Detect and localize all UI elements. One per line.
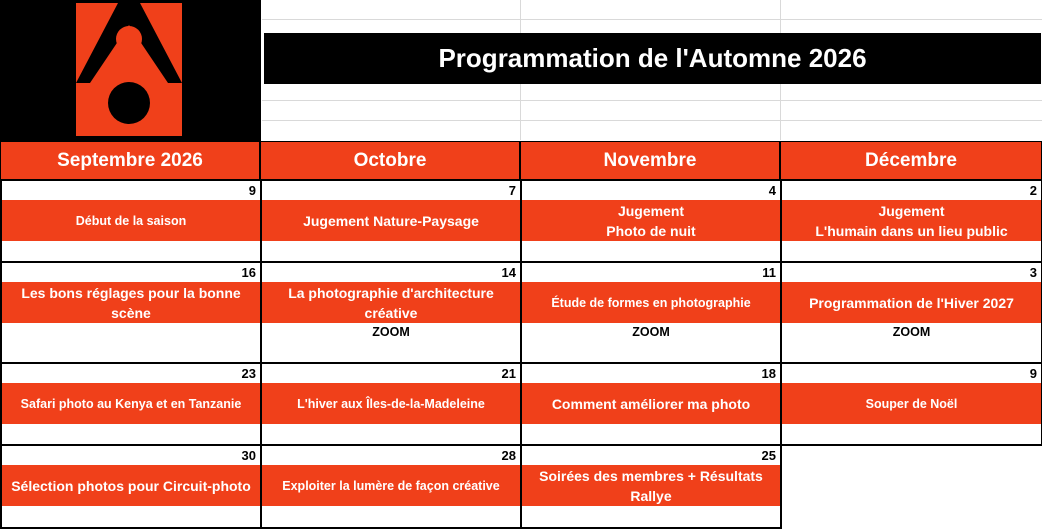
calendar-cell[interactable] [260,446,520,529]
calendar-cell[interactable] [520,181,780,263]
calendar-cell[interactable] [780,263,1042,364]
event-day-number: 25 [761,448,776,463]
event-title: Safari photo au Kenya et en Tanzanie [2,383,260,424]
event-title: L'hiver aux Îles-de-la-Madeleine [262,383,520,424]
sheet-gridline [262,100,1042,101]
event-note: ZOOM [632,325,670,339]
month-header: Décembre [780,141,1042,181]
calendar-cell[interactable] [0,446,260,529]
calendar-cell[interactable] [0,263,260,364]
event-day-number: 11 [762,265,776,280]
event-title: Étude de formes en photographie [522,282,780,323]
calendar-grid [0,141,1042,529]
event-day-number: 28 [501,448,516,463]
calendar-cell[interactable] [520,446,780,529]
month-header: Novembre [520,141,780,181]
calendar-cell[interactable] [780,364,1042,446]
event-title: Jugement Photo de nuit [522,200,780,241]
event-title: Sélection photos pour Circuit-photo [2,465,260,506]
event-title: Les bons réglages pour la bonne scène [2,282,260,323]
event-day-number: 3 [1029,265,1037,280]
event-day-number: 9 [248,183,256,198]
club-logo-icon [76,3,182,136]
event-day-number: 16 [241,265,256,280]
event-day-number: 21 [501,366,516,381]
event-day-number: 18 [761,366,776,381]
calendar-cell[interactable] [520,263,780,364]
event-title: Programmation de l'Hiver 2027 [782,282,1041,323]
calendar-cell[interactable] [0,181,260,263]
calendar-cell[interactable] [260,181,520,263]
event-title: Jugement Nature-Paysage [262,200,520,241]
calendar-cell[interactable] [780,181,1042,263]
event-day-number: 7 [508,183,516,198]
event-day-number: 4 [768,183,776,198]
club-logo [0,0,261,141]
event-title: Exploiter la lumère de façon créative [262,465,520,506]
sheet-gridline [262,19,1042,20]
sheet-gridline [262,120,1042,121]
page-title: Programmation de l'Automne 2026 [264,33,1041,84]
event-day-number: 23 [241,366,256,381]
calendar-cell[interactable] [520,364,780,446]
calendar-cell[interactable] [260,263,520,364]
event-note: ZOOM [372,325,410,339]
event-day-number: 2 [1029,183,1037,198]
event-title: Souper de Noël [782,383,1041,424]
empty-calendar-cell [780,446,1042,529]
calendar-cell[interactable] [0,364,260,446]
event-day-number: 30 [241,448,256,463]
month-header: Septembre 2026 [0,141,260,181]
event-day-number: 9 [1029,366,1037,381]
event-title: Soirées des membres + Résultats Rallye [522,465,780,506]
calendar-cell[interactable] [260,364,520,446]
event-day-number: 14 [501,265,516,280]
event-note: ZOOM [892,325,931,339]
event-title: Comment améliorer ma photo [522,383,780,424]
month-header: Octobre [260,141,520,181]
event-title: La photographie d'architecture créative [262,282,520,323]
event-title: Début de la saison [2,200,260,241]
event-title: Jugement L'humain dans un lieu public [782,200,1041,241]
